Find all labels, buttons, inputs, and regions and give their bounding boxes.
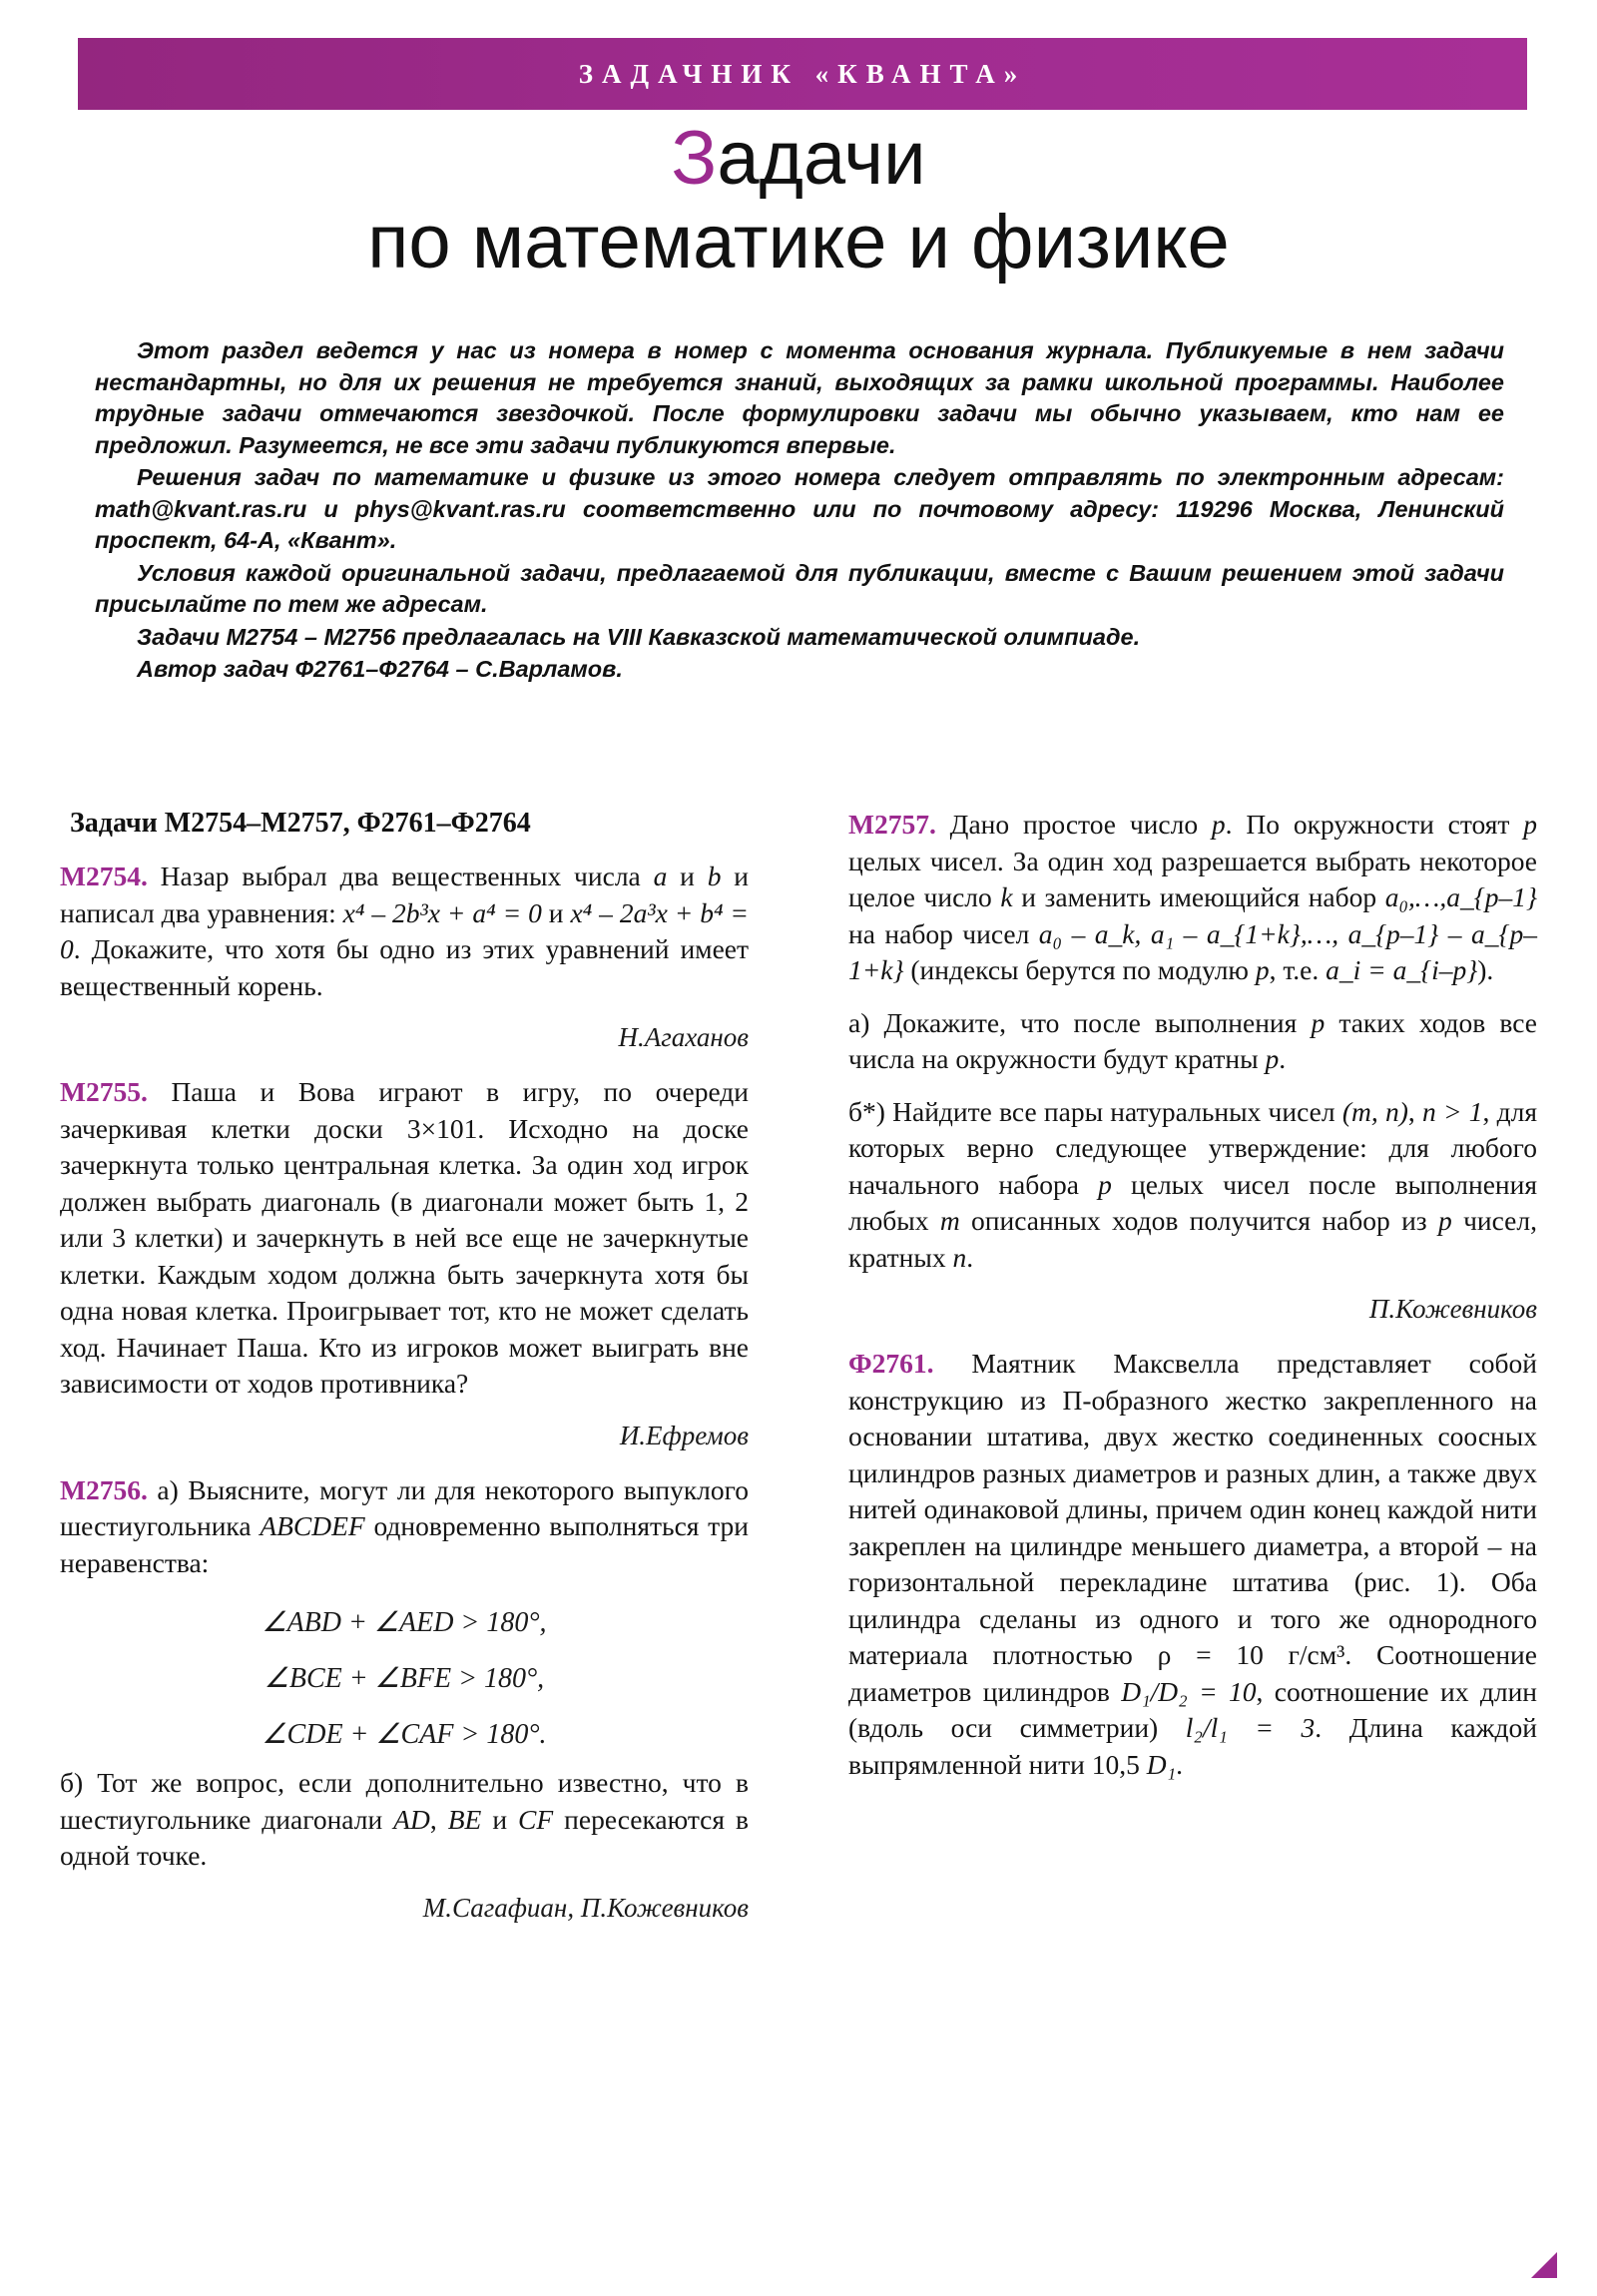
- problem-m2757-text-5: на набор чисел: [848, 917, 1039, 949]
- problem-m2757-part-a: [848, 1005, 1537, 1078]
- problem-m2757-p-1: p: [1211, 809, 1226, 840]
- problem-f2761-d1: D₁: [1146, 1748, 1177, 1780]
- problem-f2761-density: ρ = 10 г/см³: [1157, 1639, 1345, 1670]
- problem-m2757-part-b-text-6: чисел, кратных: [848, 1205, 1537, 1273]
- problem-f2761-text-1: Маятник Максвелла представляет собой конструкцию из П-образного жестко закрепленного на основании штатива, двух жестко соединенных соосных цилиндров разных диаметров и разных длин, а также двух нитей одинаковой длины, причем один конец каждой нити закреплен на цилиндре меньшего диаметра, а второй – на горизонтальной перекладине штатива (рис. 1). Оба цилиндра сделаны из одного и того же однородного материала плотностью: [848, 1348, 1537, 1670]
- problem-label-m2757: М2757.: [848, 809, 936, 840]
- problem-m2756-text-b2: ,: [429, 1803, 448, 1835]
- problem-f2761: [848, 1346, 1537, 1783]
- title-initial: З: [671, 116, 718, 201]
- intro-paragraph-4: Задачи М2754 – М2756 предлагалась на VIII Кавказской математической олимпиаде.: [137, 623, 1141, 650]
- problem-m2756-diagonal-be: BE: [447, 1803, 482, 1835]
- problem-m2757-part-b-text-5: описанных ходов получится набор из: [959, 1205, 1439, 1236]
- intro-paragraph-2: Решения задач по математике и физике из этого номера следует отправлять по электронным адресам: math@kvant.ras.ru и phys@kvant.ras.ru соответственно или по почтовому адресу: 119296 Москва, Ленинский проспект, 64-А, «Квант».: [95, 464, 1504, 553]
- problem-m2756-diagonal-ad: AD: [393, 1803, 430, 1835]
- problem-m2757-part-b-p2: p: [1438, 1205, 1452, 1236]
- problem-m2755-text: Паша и Вова играют в игру, по очереди зачеркивая клетки доски 3×101. Исходно на доске зачеркнута только центральная клетка. За один ход игрок должен выбрать диагональ (в диагонали может быть 1, 2 или 3 клетки) и зачеркнуть в ней все еще не зачеркнутые клетки. Каждым ходом должна быть зачеркнута хотя бы одна новая клетка. Проигрывает тот, кто не может сделать ход. Начинает Паша. Кто из игроков может выиграть вне зависимости от ходов противника?: [60, 1076, 749, 1399]
- problem-m2757-text-8: ).: [1477, 954, 1494, 985]
- problem-m2757-p-3: p: [1255, 954, 1270, 985]
- problem-f2761-length-ratio: l₂/l₁ = 3: [1185, 1712, 1316, 1743]
- inequality-3: ∠CDE + ∠CAF > 180°.: [262, 1719, 547, 1750]
- inequality-2: ∠BCE + ∠BFE > 180°,: [264, 1663, 545, 1694]
- author-m2754: Н.Агаханов: [618, 1022, 749, 1052]
- problem-m2756-text-b3: и: [481, 1803, 519, 1835]
- problem-m2756-diagonal-cf: CF: [518, 1803, 554, 1835]
- intro-paragraph-1: Этот раздел ведется у нас из номера в номер с момента основания журнала. Публикуемые в нем задачи нестандартны, но для их решения не требуется знаний, выходящих за рамки школьной программы. Наиболее трудные задачи отмечаются звездочкой. После формулировки задачи мы обычно указываем, кто нам ее предложил. Разумеется, не все эти задачи публикуются впервые.: [95, 337, 1504, 458]
- problem-m2757-set-1: a₀,…,a_{p–1}: [1384, 881, 1537, 912]
- problem-m2756-hexagon: ABCDEF: [260, 1510, 365, 1541]
- problem-m2754-var-a: a: [653, 861, 668, 891]
- left-column: [60, 807, 749, 1945]
- problems-heading: Задачи М2754–М2757, Ф2761–Ф2764: [70, 808, 531, 839]
- problem-m2754-text-4: и: [541, 896, 571, 928]
- problem-m2757-part-b-m: m: [939, 1205, 960, 1236]
- problem-f2761-text-3: , соотношение их длин (вдоль оси симметрии): [848, 1675, 1537, 1743]
- problem-label-f2761: Ф2761.: [848, 1348, 934, 1379]
- problem-m2757-part-a-text-3: .: [1279, 1043, 1287, 1074]
- problem-m2757-text-3: целых чисел. За один ход разрешается выбрать некоторое целое число: [848, 845, 1537, 912]
- problem-m2756-part-a: [60, 1472, 749, 1582]
- problem-m2754-equation-2: x⁴ – 2a³x + b⁴ = 0: [60, 896, 749, 964]
- author-m2757: П.Кожевников: [1368, 1294, 1537, 1324]
- problem-m2757-k: k: [1000, 881, 1013, 912]
- problem-m2756-text-a: а) Выясните, могут ли для некоторого выпуклого шестиугольника: [60, 1473, 749, 1541]
- intro-block: [95, 335, 1504, 687]
- problem-f2761-diameter-ratio: D₁/D₂ = 10: [1121, 1675, 1257, 1707]
- problem-m2756-text-b: б) Тот же вопрос, если дополнительно известно, что в шестиугольнике диагонали: [60, 1767, 749, 1835]
- problem-m2757-text-2: . По окружности стоят: [1225, 809, 1524, 840]
- problem-label-m2756: М2756.: [60, 1473, 148, 1505]
- problem-m2757-part-b: [848, 1094, 1537, 1277]
- problem-m2754: [60, 859, 749, 1004]
- problem-m2754-text-1: Назар выбрал два вещественных числа: [147, 861, 654, 891]
- problem-m2757-p-2: p: [1523, 809, 1537, 840]
- problem-m2756-text-b4: пересекаются в одной точке.: [60, 1803, 750, 1871]
- author-m2755: И.Ефремов: [619, 1420, 749, 1450]
- problem-m2757-part-b-text-3: , для которых верно следующее утверждение: для любого начального набора: [848, 1095, 1538, 1200]
- problem-m2754-text-3: и написал два уравнения:: [60, 861, 749, 928]
- intro-paragraph-3: Условия каждой оригинальной задачи, предлагаемой для публикации, вместе с Вашим решением этой задачи присылайте по тем же адресам.: [95, 559, 1504, 617]
- problem-label-m2754: М2754.: [60, 861, 148, 891]
- author-m2756: М.Сагафиан, П.Кожевников: [422, 1892, 749, 1923]
- problem-m2757: [848, 807, 1537, 989]
- intro-paragraph-5: Автор задач Ф2761–Ф2764 – С.Варламов.: [137, 656, 623, 682]
- problem-m2755: [60, 1074, 749, 1403]
- problem-m2757-part-a-text: а) Докажите, что после выполнения: [848, 1006, 1312, 1038]
- right-column: [848, 807, 1537, 1799]
- problem-m2754-equation-1: x⁴ – 2b³x + a⁴ = 0: [342, 896, 542, 928]
- problem-m2757-set-2: a₀ – a_k, a₁ – a_{1+k},…, a_{p–1} – a_{p–1+k}: [848, 917, 1538, 985]
- problem-f2761-text-2: . Соотношение диаметров цилиндров: [848, 1639, 1537, 1707]
- problem-m2756-text-a2: одновременно выполняться три неравенства:: [60, 1510, 749, 1578]
- title-line-1-rest: адачи: [717, 116, 926, 201]
- problem-m2757-text-4: и заменить имеющийся набор: [1012, 881, 1385, 912]
- problem-m2757-text-1: Дано простое число: [935, 809, 1212, 840]
- problem-m2756-part-b: [60, 1765, 749, 1875]
- problem-m2757-part-b-n: n: [952, 1241, 967, 1273]
- problem-m2757-part-b-text-7: .: [966, 1241, 974, 1273]
- section-banner: [78, 38, 1527, 110]
- problem-m2757-part-b-text-4: целых чисел после выполнения любых: [848, 1168, 1537, 1236]
- page-title: [0, 118, 1597, 286]
- problem-m2757-condition: n > 1: [1421, 1095, 1483, 1127]
- title-line-2: по математике и физике: [367, 200, 1230, 285]
- problem-m2757-part-b-p: p: [1098, 1168, 1112, 1200]
- problem-m2754-text-2: и: [667, 861, 708, 891]
- problem-m2757-part-b-text-2: ,: [1407, 1095, 1422, 1127]
- problem-m2757-text-6: (индексы берутся по модулю: [903, 954, 1256, 985]
- problem-m2757-pair: (m, n): [1341, 1095, 1408, 1127]
- problem-m2757-part-b-text: б*) Найдите все пары натуральных чисел: [848, 1095, 1342, 1127]
- problem-label-m2755: М2755.: [60, 1076, 148, 1107]
- problem-m2754-text-5: . Докажите, что хотя бы одно из этих уравнений имеет вещественный корень.: [60, 933, 749, 1001]
- problem-m2757-part-a-p: p: [1311, 1006, 1326, 1038]
- problem-m2757-part-a-text-2: таких ходов все числа на окружности будут кратны: [848, 1006, 1537, 1074]
- problem-f2761-text-5: .: [1176, 1748, 1184, 1780]
- body-columns: [60, 807, 1537, 2274]
- inequality-1: ∠ABD + ∠AED > 180°,: [262, 1607, 547, 1638]
- problem-m2757-part-a-p2: p: [1265, 1043, 1280, 1074]
- problem-m2757-index-rule: a_i = a_{i–p}: [1326, 954, 1478, 985]
- banner-title: ЗАДАЧНИК «КВАНТА»: [578, 59, 1027, 89]
- problem-f2761-text-4: . Длина каждой выпрямленной нити 10,5: [848, 1712, 1537, 1780]
- problem-m2754-var-b: b: [707, 861, 722, 891]
- title-line-1: [0, 118, 1597, 200]
- problem-m2757-text-7: , т.е.: [1269, 954, 1327, 985]
